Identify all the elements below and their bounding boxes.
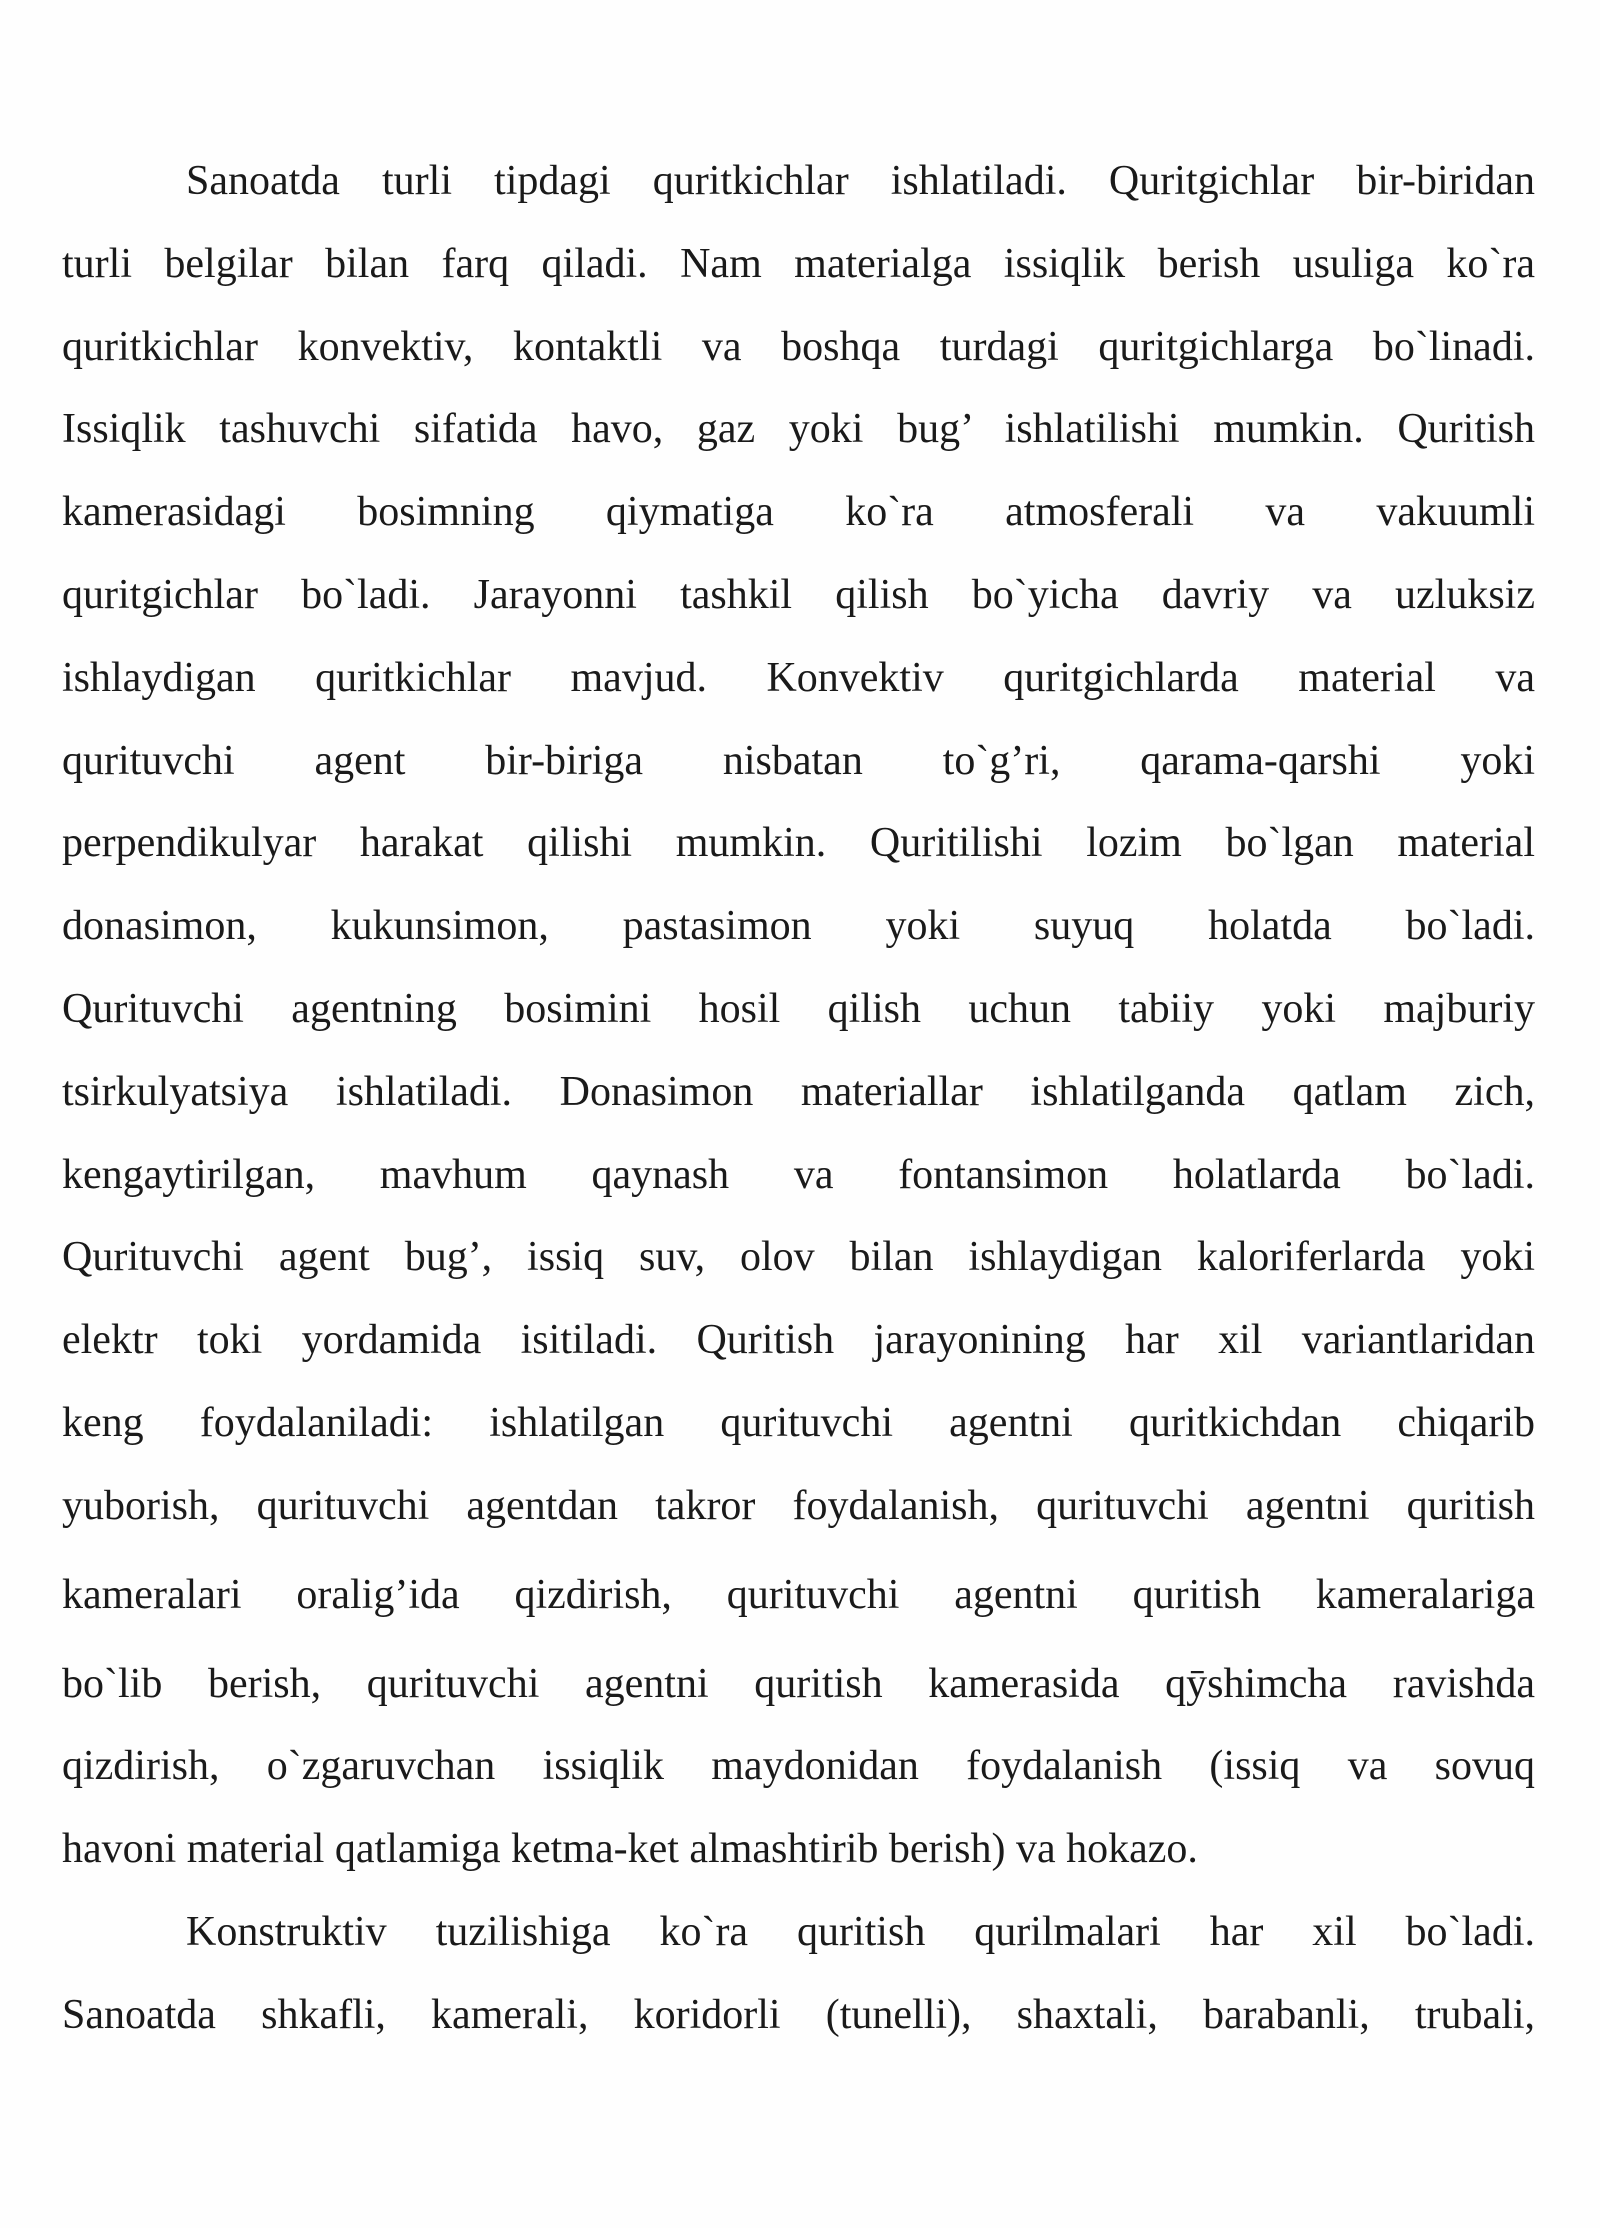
- text-line: keng foydalaniladi: ishlatilgan qurituvchi agentni quritkichdan chiqarib: [62, 1399, 1535, 1446]
- text-line: quritkichlar konvektiv, kontaktli va boshqa turdagi quritgichlarga bo`linadi.: [62, 323, 1535, 370]
- text-line: qurituvchi agent bir-biriga nisbatan to`g’ri, qarama-qarshi yoki: [62, 737, 1535, 784]
- text-line: quritgichlar bo`ladi. Jarayonni tashkil qilish bo`yicha davriy va uzluksiz: [62, 571, 1535, 618]
- body-text: [62, 140, 1535, 2057]
- text-line: elektr toki yordamida isitiladi. Quritish jarayonining har xil variantlaridan: [62, 1317, 1535, 1364]
- text-line: Sanoatda turli tipdagi quritkichlar ishlatiladi. Quritgichlar bir-biridan: [186, 158, 1535, 204]
- text-line: Konstruktiv tuzilishiga ko`ra quritish qurilmalari har xil bo`ladi.: [186, 1908, 1535, 1955]
- text-line: kengaytirilgan, mavhum qaynash va fontansimon holatlarda bo`ladi.: [62, 1151, 1535, 1198]
- text-line: turli belgilar bilan farq qiladi. Nam materialga issiqlik berish usuliga ko`ra: [62, 240, 1535, 287]
- text-line: Issiqlik tashuvchi sifatida havo, gaz yoki bug’ ishlatilishi mumkin. Quritish: [62, 406, 1535, 453]
- text-line: havoni material qatlamiga ketma-ket almashtirib berish) va hokazo.: [62, 1826, 1198, 1873]
- text-line: tsirkulyatsiya ishlatiladi. Donasimon materiallar ishlatilganda qatlam zich,: [62, 1068, 1535, 1115]
- text-line: kamerasidagi bosimning qiymatiga ko`ra atmosferali va vakuumli: [62, 489, 1535, 536]
- text-line: Sanoatda shkafli, kamerali, koridorli (tunelli), shaxtali, barabanli, trubali,: [62, 1991, 1535, 2038]
- text-line: Qurituvchi agentning bosimini hosil qilish uchun tabiiy yoki majburiy: [62, 985, 1535, 1032]
- text-line: kameralari oralig’ida qizdirish, qurituvchi agentni quritish kameralariga: [62, 1571, 1535, 1618]
- text-line: donasimon, kukunsimon, pastasimon yoki suyuq holatda bo`ladi.: [62, 903, 1535, 950]
- text-line: Qurituvchi agent bug’, issiq suv, olov bilan ishlaydigan kaloriferlarda yoki: [62, 1234, 1535, 1281]
- text-line: yuborish, qurituvchi agentdan takror foydalanish, qurituvchi agentni quritish: [62, 1482, 1535, 1529]
- text-line: ishlaydigan quritkichlar mavjud. Konvektiv quritgichlarda material va: [62, 654, 1535, 701]
- text-line: perpendikulyar harakat qilishi mumkin. Quritilishi lozim bo`lgan material: [62, 820, 1535, 867]
- text-line: qizdirish, o`zgaruvchan issiqlik maydonidan foydalanish (issiq va sovuq: [62, 1743, 1535, 1790]
- text-line: bo`lib berish, qurituvchi agentni quritish kamerasida qӯshimcha ravishda: [62, 1660, 1535, 1707]
